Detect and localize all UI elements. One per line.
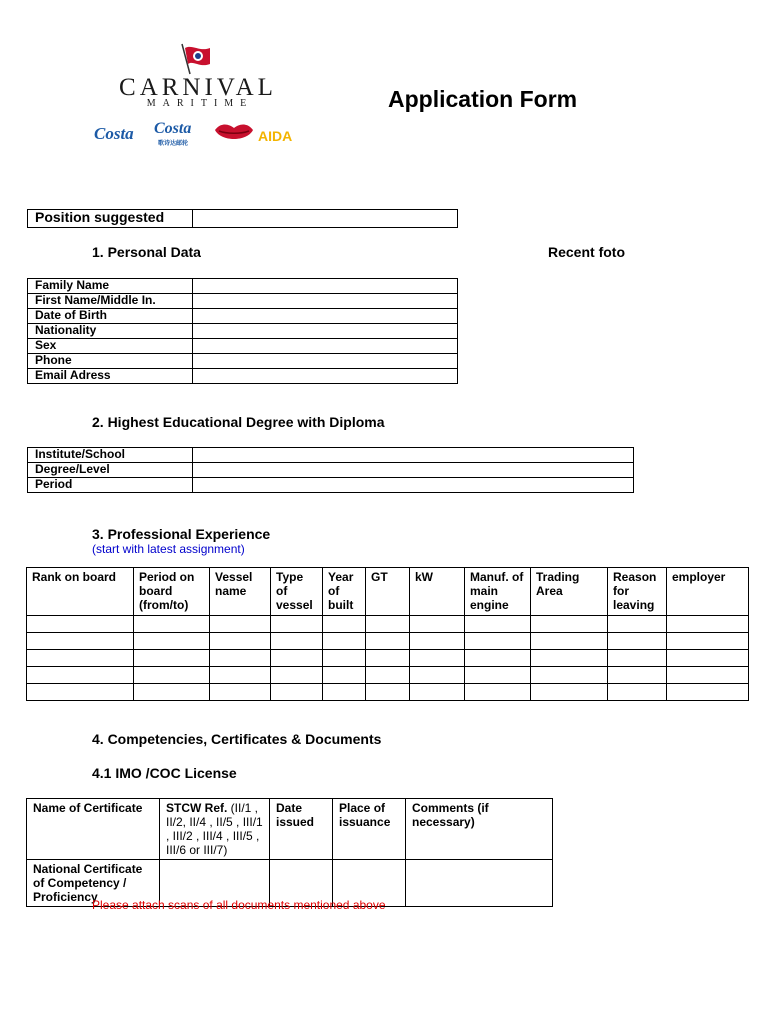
table-row [28, 210, 458, 228]
col-employer: employer [667, 568, 749, 616]
row-input[interactable] [193, 294, 458, 309]
table-row [28, 448, 634, 463]
position-input[interactable] [193, 210, 458, 228]
row-input[interactable] [193, 369, 458, 384]
aida-lips-icon [213, 120, 255, 146]
page-title: Application Form [388, 86, 578, 112]
table-header-row [27, 568, 749, 616]
cell[interactable] [608, 667, 667, 684]
section3-note: (start with latest assignment) [92, 542, 245, 556]
cell[interactable] [134, 684, 210, 701]
cell[interactable] [323, 633, 366, 650]
cell[interactable] [27, 684, 134, 701]
section1-heading: 1. Personal Data [92, 244, 201, 260]
cell[interactable] [271, 616, 323, 633]
cell[interactable] [667, 650, 749, 667]
table-header-row [27, 799, 553, 860]
cell[interactable] [134, 616, 210, 633]
cell[interactable] [410, 667, 465, 684]
section41-heading: 4.1 IMO /COC License [92, 765, 237, 781]
col-year: Year of built [323, 568, 366, 616]
row-input[interactable] [193, 448, 634, 463]
cell[interactable] [410, 684, 465, 701]
table-row [28, 279, 458, 294]
cell[interactable] [323, 684, 366, 701]
certificate-table [26, 798, 553, 907]
cell[interactable] [465, 650, 531, 667]
cell[interactable] [608, 650, 667, 667]
logo-carnival: CARNIVAL [119, 74, 277, 101]
cell[interactable] [27, 633, 134, 650]
cell[interactable] [608, 684, 667, 701]
logo-maritime: MARITIME [146, 98, 254, 109]
col-manuf: Manuf. of main engine [465, 568, 531, 616]
table-row [28, 339, 458, 354]
cell[interactable] [271, 684, 323, 701]
row-label: First Name/Middle In. [28, 294, 193, 309]
cell[interactable] [410, 650, 465, 667]
company-logo [94, 42, 308, 152]
col-date: Date issued [270, 799, 333, 860]
table-row [27, 616, 749, 633]
cell[interactable] [210, 684, 271, 701]
row-input[interactable] [193, 339, 458, 354]
logo-aida [258, 128, 292, 144]
col-gt: GT [366, 568, 410, 616]
cell[interactable] [323, 667, 366, 684]
experience-table [26, 567, 749, 701]
cell[interactable] [27, 650, 134, 667]
cell[interactable] [271, 667, 323, 684]
position-label: Position suggested [28, 210, 193, 228]
flag-icon [176, 42, 216, 76]
education-table [27, 447, 634, 493]
col-reason: Reason for leaving [608, 568, 667, 616]
cell[interactable] [608, 633, 667, 650]
section3-heading: 3. Professional Experience [92, 526, 271, 542]
attach-note: Please attach scans of all documents mentioned above [92, 898, 386, 912]
cell[interactable] [366, 684, 410, 701]
cell[interactable] [366, 616, 410, 633]
cell[interactable] [406, 860, 553, 907]
stcw-bold: STCW Ref. [166, 801, 228, 815]
row-label: Family Name [28, 279, 193, 294]
cell[interactable] [531, 616, 608, 633]
table-row [27, 650, 749, 667]
row-label: Sex [28, 339, 193, 354]
row-input[interactable] [193, 279, 458, 294]
cell[interactable] [210, 633, 271, 650]
col-stcw [160, 799, 270, 860]
col-vessel-name: Vessel name [210, 568, 271, 616]
cell[interactable] [465, 684, 531, 701]
position-table [27, 209, 458, 228]
cell[interactable] [366, 650, 410, 667]
row-label: Institute/School [28, 448, 193, 463]
row-label: National Certificate of Competency / Proficiency [27, 860, 160, 907]
table-row [28, 309, 458, 324]
table-row [28, 354, 458, 369]
row-label: Period [28, 478, 193, 493]
cell[interactable] [323, 616, 366, 633]
table-row [27, 633, 749, 650]
col-cert-name: Name of Certificate [27, 799, 160, 860]
cell[interactable] [531, 684, 608, 701]
table-row [28, 369, 458, 384]
cell[interactable] [410, 633, 465, 650]
col-comments: Comments (if necessary) [406, 799, 553, 860]
cell[interactable] [667, 684, 749, 701]
row-input[interactable] [193, 463, 634, 478]
cell[interactable] [531, 667, 608, 684]
cell[interactable] [465, 667, 531, 684]
cell[interactable] [366, 633, 410, 650]
row-input[interactable] [193, 354, 458, 369]
cell[interactable] [608, 616, 667, 633]
col-period: Period on board (from/to) [134, 568, 210, 616]
table-row [28, 478, 634, 493]
stcw-rest: (II/1 , II/2, II/4 , II/5 , III/1 , III/2 , III/4 , III/5 , III/6 or III/7) [166, 801, 263, 857]
logo-aida-text: AIDA [258, 128, 293, 144]
col-trading: Trading Area [531, 568, 608, 616]
cell[interactable] [465, 633, 531, 650]
row-input[interactable] [193, 309, 458, 324]
col-kw: kW [410, 568, 465, 616]
row-label: Email Adress [28, 369, 193, 384]
photo-label: Recent foto [548, 244, 625, 260]
table-row [27, 667, 749, 684]
logo-costa-asia-sub: 歌诗达邮轮 [158, 141, 189, 147]
cell[interactable] [210, 667, 271, 684]
cell[interactable] [210, 616, 271, 633]
cell[interactable] [134, 650, 210, 667]
cell[interactable] [465, 616, 531, 633]
cell[interactable] [210, 650, 271, 667]
row-label: Date of Birth [28, 309, 193, 324]
section4-heading: 4. Competencies, Certificates & Documents [92, 731, 382, 747]
table-row [28, 294, 458, 309]
row-input[interactable] [193, 324, 458, 339]
cell[interactable] [134, 633, 210, 650]
table-row [27, 684, 749, 701]
row-input[interactable] [193, 478, 634, 493]
cell[interactable] [667, 667, 749, 684]
cell[interactable] [134, 667, 210, 684]
cell[interactable] [323, 650, 366, 667]
col-place: Place of issuance [333, 799, 406, 860]
row-label: Nationality [28, 324, 193, 339]
cell[interactable] [271, 650, 323, 667]
cell[interactable] [271, 633, 323, 650]
logo-costa-asia: Costa [154, 120, 192, 137]
cell[interactable] [667, 633, 749, 650]
cell[interactable] [366, 667, 410, 684]
row-label: Phone [28, 354, 193, 369]
cell[interactable] [667, 616, 749, 633]
col-type: Type of vessel [271, 568, 323, 616]
cell[interactable] [27, 616, 134, 633]
col-rank: Rank on board [27, 568, 134, 616]
cell[interactable] [531, 650, 608, 667]
logo-costa: Costa [94, 124, 134, 143]
table-row [28, 463, 634, 478]
personal-data-table [27, 278, 458, 384]
cell[interactable] [27, 667, 134, 684]
table-row [28, 324, 458, 339]
cell[interactable] [531, 633, 608, 650]
section2-heading: 2. Highest Educational Degree with Diploma [92, 414, 385, 430]
row-label: Degree/Level [28, 463, 193, 478]
cell[interactable] [410, 616, 465, 633]
